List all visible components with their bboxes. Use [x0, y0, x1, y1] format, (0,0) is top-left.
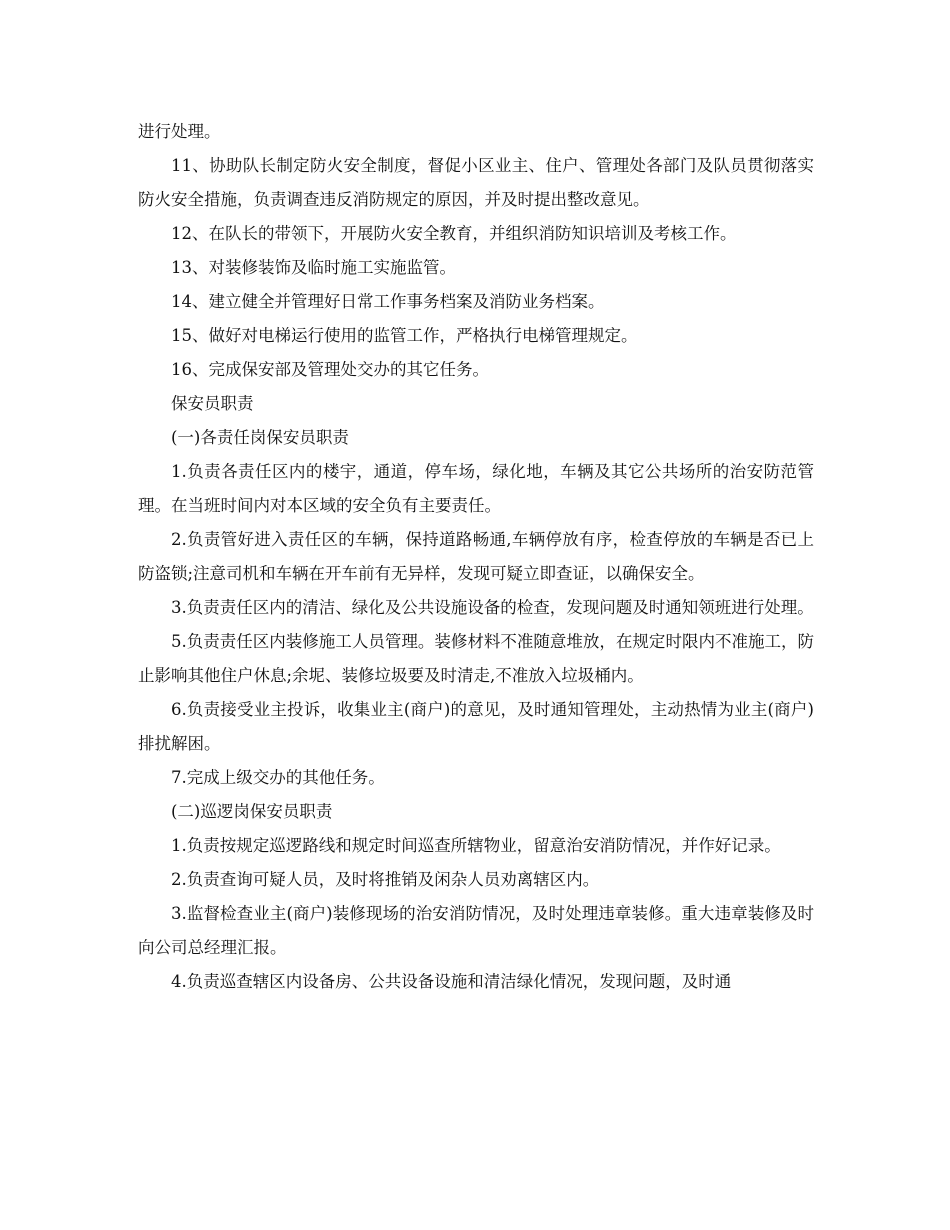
subsection-heading-2: (二)巡逻岗保安员职责	[171, 802, 333, 821]
paragraph-item-11: 11、协助队长制定防火安全制度，督促小区业主、住户、管理处各部门及队员贯彻落实防火安全措施，负责调查违反消防规定的原因，并及时提出整改意见。	[138, 156, 814, 209]
paragraph-item-12: 12、在队长的带领下，开展防火安全教育，并组织消防知识培训及考核工作。	[171, 224, 737, 243]
paragraph-duty-5: 5.负责责任区内装修施工人员管理。装修材料不准随意堆放，在规定时限内不准施工，防止影响其他住户休息;余坭、装修垃圾要及时清走,不准放入垃圾桶内。	[138, 632, 814, 685]
document-body	[138, 115, 814, 999]
paragraph-patrol-1: 1.负责按规定巡逻路线和规定时间巡查所辖物业，留意治安消防情况，并作好记录。	[171, 836, 781, 855]
paragraph-item-13: 13、对装修装饰及临时施工实施监管。	[171, 258, 456, 277]
paragraph-item-15: 15、做好对电梯运行使用的监管工作，严格执行电梯管理规定。	[171, 326, 638, 345]
paragraph-duty-2: 2.负责管好进入责任区的车辆，保持道路畅通,车辆停放有序，检查停放的车辆是否已上防盗锁;注意司机和车辆在开车前有无异样，发现可疑立即查证，以确保安全。	[138, 530, 814, 583]
paragraph-duty-6: 6.负责接受业主投诉，收集业主(商户)的意见，及时通知管理处，主动热情为业主(商户)排扰解困。	[138, 700, 814, 753]
paragraph-patrol-3: 3.监督检查业主(商户)装修现场的治安消防情况，及时处理违章装修。重大违章装修及时向公司总经理汇报。	[138, 904, 814, 957]
paragraph-duty-1: 1.负责各责任区内的楼宇，通道，停车场，绿化地，车辆及其它公共场所的治安防范管理。在当班时间内对本区域的安全负有主要责任。	[138, 462, 814, 515]
paragraph-patrol-2: 2.负责查询可疑人员，及时将推销及闲杂人员劝离辖区内。	[171, 870, 600, 889]
paragraph-continuation: 进行处理。	[138, 122, 221, 141]
subsection-heading-1: (一)各责任岗保安员职责	[171, 428, 349, 447]
paragraph-duty-7: 7.完成上级交办的其他任务。	[171, 768, 385, 787]
paragraph-patrol-4: 4.负责巡查辖区内设备房、公共设备设施和清洁绿化情况，发现问题，及时通	[171, 972, 732, 991]
section-heading: 保安员职责	[171, 394, 254, 413]
paragraph-item-14: 14、建立健全并管理好日常工作事务档案及消防业务档案。	[171, 292, 605, 311]
paragraph-item-16: 16、完成保安部及管理处交办的其它任务。	[171, 360, 489, 379]
paragraph-duty-3: 3.负责责任区内的清洁、绿化及公共设施设备的检查，发现问题及时通知领班进行处理。	[171, 598, 814, 617]
